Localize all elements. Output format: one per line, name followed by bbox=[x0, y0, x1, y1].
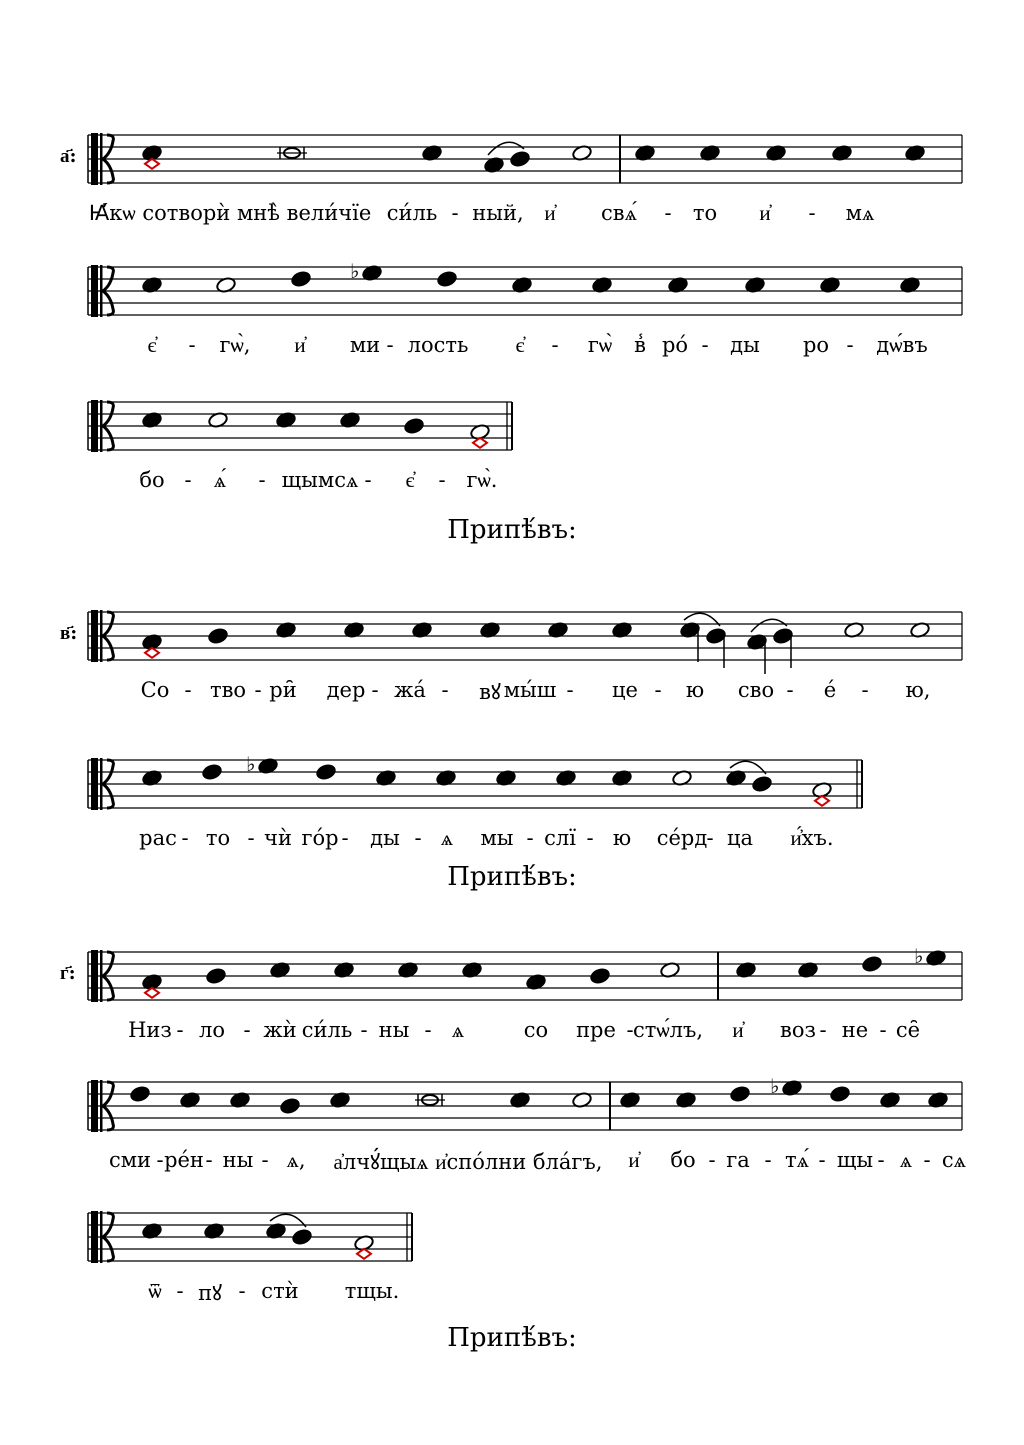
lyric-syllable: - bbox=[451, 201, 459, 225]
lyric-syllable: - bbox=[551, 333, 559, 357]
lyric-syllable: тво bbox=[209, 678, 247, 702]
lyric-syllable: - bbox=[386, 333, 394, 357]
lyric-syllable: ло bbox=[199, 1018, 225, 1042]
lyric-syllable: гѡ̀. bbox=[466, 468, 498, 492]
lyric-syllable: - bbox=[184, 468, 192, 492]
lyric-syllable: мы bbox=[480, 826, 514, 850]
lyric-syllable: - bbox=[818, 1148, 826, 1172]
lyric-syllable: є҆ bbox=[147, 333, 157, 357]
lyric-syllable: - bbox=[923, 1148, 931, 1172]
lyric-syllable: и҆ bbox=[732, 1018, 744, 1042]
lyric-syllable: - bbox=[586, 826, 594, 850]
lyric-syllable: - bbox=[176, 1018, 184, 1042]
lyric-syllable: пꙋ bbox=[198, 1281, 222, 1305]
lyric-syllable: се̑ bbox=[895, 1018, 921, 1042]
lyric-syllable: то bbox=[692, 201, 718, 225]
verse-number: а҃: bbox=[60, 145, 77, 167]
lyric-syllable: Низ bbox=[128, 1018, 172, 1042]
lyric-syllable: ный, bbox=[472, 201, 524, 225]
refrain-heading: Припѣ́въ: bbox=[447, 1323, 577, 1353]
lyric-syllable: ны bbox=[378, 1018, 410, 1042]
lyric-syllable: сво bbox=[737, 678, 775, 702]
lyric-syllable: - bbox=[861, 678, 869, 702]
lyric-syllable: е́ bbox=[823, 678, 837, 702]
lyric-syllable: лость bbox=[407, 333, 469, 357]
lyric-syllable: го́р bbox=[301, 826, 339, 850]
lyric-syllable: - bbox=[371, 678, 379, 702]
lyric-syllable: - bbox=[786, 678, 794, 702]
lyric-syllable: - bbox=[424, 1018, 432, 1042]
lyric-syllable: сѧ bbox=[941, 1148, 967, 1172]
quarter-note bbox=[291, 1228, 312, 1245]
lyric-syllable: ѧ́ bbox=[213, 468, 227, 492]
lyrics-line bbox=[0, 1279, 1024, 1319]
flat-icon: ♭ bbox=[914, 944, 924, 968]
lyric-syllable: Ꙗ҆́кѡ сотворѝ мнѣ̀ вели́чїе bbox=[88, 201, 372, 225]
lyric-syllable: щы bbox=[836, 1148, 874, 1172]
lyric-syllable: бо bbox=[670, 1148, 696, 1172]
lyric-syllable: - bbox=[258, 468, 266, 492]
lyric-syllable: ца bbox=[726, 826, 754, 850]
lyric-syllable: - bbox=[526, 826, 534, 850]
lyric-syllable: дер bbox=[326, 678, 366, 702]
lyric-syllable: гѡ̀ bbox=[587, 333, 613, 357]
lyric-syllable: - bbox=[238, 1279, 246, 1303]
flat-icon: ♭ bbox=[770, 1074, 780, 1098]
lyric-syllable: - bbox=[626, 1018, 634, 1042]
flat-icon: ♭ bbox=[350, 259, 360, 283]
lyric-syllable: в̾ bbox=[634, 333, 646, 357]
lyric-syllable: - bbox=[188, 333, 196, 357]
lyric-syllable: ды bbox=[730, 333, 760, 357]
lyric-syllable: - bbox=[877, 1148, 885, 1172]
lyric-syllable: - bbox=[261, 1148, 269, 1172]
lyric-syllable: и҆ bbox=[544, 201, 556, 225]
refrain-heading: Припѣ́въ: bbox=[447, 515, 577, 545]
lyric-syllable: ю bbox=[685, 678, 705, 702]
lyric-syllable: со bbox=[523, 1018, 549, 1042]
lyric-syllable: - bbox=[243, 1018, 251, 1042]
lyric-syllable: ю bbox=[612, 826, 632, 850]
lyric-syllable: ро́ bbox=[661, 333, 689, 357]
lyric-syllable: чѝ bbox=[264, 826, 292, 850]
lyric-syllable: ны bbox=[222, 1148, 254, 1172]
lyric-syllable: є҆ bbox=[405, 468, 415, 492]
lyric-syllable: - bbox=[176, 1279, 184, 1303]
lyric-syllable: сми bbox=[108, 1148, 152, 1172]
lyric-syllable: ды bbox=[370, 826, 400, 850]
lyric-syllable: - bbox=[205, 1148, 213, 1172]
lyric-syllable: свѧ́ bbox=[601, 201, 637, 225]
lyric-syllable: воз bbox=[780, 1018, 816, 1042]
lyric-syllable: - bbox=[360, 1018, 368, 1042]
lyric-syllable: стѡ́лъ, bbox=[632, 1018, 704, 1042]
lyric-syllable: ѧ, bbox=[286, 1148, 306, 1172]
lyric-syllable: ре́н bbox=[164, 1148, 204, 1172]
lyric-syllable: - bbox=[566, 678, 574, 702]
lyric-syllable: рас bbox=[139, 826, 177, 850]
lyric-syllable: и҆́хъ. bbox=[790, 826, 834, 850]
lyric-syllable: си́ль bbox=[386, 201, 438, 225]
lyric-syllable: тѧ́ bbox=[784, 1148, 810, 1172]
lyric-syllable: а҆лчꙋ́щыѧ и҆спо́лни бла́гъ, bbox=[333, 1150, 603, 1174]
lyric-syllable: мы́ш bbox=[503, 678, 557, 702]
lyric-syllable: ѿ bbox=[148, 1279, 162, 1303]
lyric-syllable: - bbox=[654, 678, 662, 702]
lyric-syllable: - bbox=[156, 1148, 164, 1172]
lyric-syllable: щымсѧ bbox=[281, 468, 359, 492]
lyric-syllable: и҆ bbox=[628, 1148, 640, 1172]
lyric-syllable: ю, bbox=[905, 678, 931, 702]
lyric-syllable: и҆ bbox=[294, 333, 306, 357]
lyric-syllable: - bbox=[247, 826, 255, 850]
lyric-syllable: се́рд bbox=[656, 826, 708, 850]
lyric-syllable: жа́ bbox=[394, 678, 426, 702]
lyric-syllable: - bbox=[184, 678, 192, 702]
lyric-syllable: - bbox=[181, 826, 189, 850]
lyric-syllable: ѧ bbox=[440, 826, 454, 850]
lyric-syllable: - bbox=[808, 201, 816, 225]
lyric-syllable: бо bbox=[139, 468, 165, 492]
lyric-syllable: - bbox=[664, 201, 672, 225]
lyric-syllable: ри̑ bbox=[269, 678, 297, 702]
lyric-syllable: слї bbox=[544, 826, 576, 850]
lyric-syllable: - bbox=[819, 1018, 827, 1042]
red-cue-note bbox=[357, 1249, 371, 1259]
lyric-syllable: - bbox=[414, 826, 422, 850]
lyric-syllable: си́ль bbox=[301, 1018, 353, 1042]
lyric-syllable: не bbox=[841, 1018, 869, 1042]
verse-number: г҃: bbox=[60, 962, 76, 984]
lyric-syllable: ѧ bbox=[451, 1018, 465, 1042]
lyric-syllable: - bbox=[708, 1148, 716, 1172]
lyric-syllable: - bbox=[701, 333, 709, 357]
lyric-syllable: тщы. bbox=[344, 1279, 400, 1303]
lyric-syllable: и҆ bbox=[759, 201, 771, 225]
flat-icon: ♭ bbox=[246, 752, 256, 776]
lyric-syllable: жѝ bbox=[263, 1018, 297, 1042]
lyric-syllable: - bbox=[341, 826, 349, 850]
lyric-syllable: дѡ́въ bbox=[876, 333, 928, 357]
half-note bbox=[353, 1234, 374, 1259]
lyric-syllable: Со bbox=[140, 678, 170, 702]
verse-number: в҃: bbox=[60, 622, 78, 644]
lyric-syllable: гѡ̀, bbox=[219, 333, 251, 357]
lyric-syllable: - bbox=[706, 826, 714, 850]
lyric-syllable: - bbox=[438, 468, 446, 492]
lyric-syllable: - bbox=[254, 678, 262, 702]
lyric-syllable: то bbox=[205, 826, 231, 850]
lyric-syllable: стѝ bbox=[261, 1279, 299, 1303]
refrain-heading: Припѣ́въ: bbox=[447, 862, 577, 892]
lyric-syllable: ѧ bbox=[899, 1148, 913, 1172]
lyric-syllable: вꙋ bbox=[479, 680, 501, 704]
lyric-syllable: - bbox=[879, 1018, 887, 1042]
lyric-syllable: - bbox=[846, 333, 854, 357]
lyric-syllable: - bbox=[764, 1148, 772, 1172]
lyric-syllable: - bbox=[441, 678, 449, 702]
lyric-syllable: пре bbox=[576, 1018, 616, 1042]
lyric-syllable: це bbox=[612, 678, 638, 702]
lyric-syllable: ро bbox=[802, 333, 830, 357]
lyric-syllable: - bbox=[364, 468, 372, 492]
lyric-syllable: ми bbox=[349, 333, 381, 357]
lyric-syllable: є҆ bbox=[515, 333, 525, 357]
lyric-syllable: мѧ bbox=[845, 201, 875, 225]
lyric-syllable: га bbox=[726, 1148, 750, 1172]
